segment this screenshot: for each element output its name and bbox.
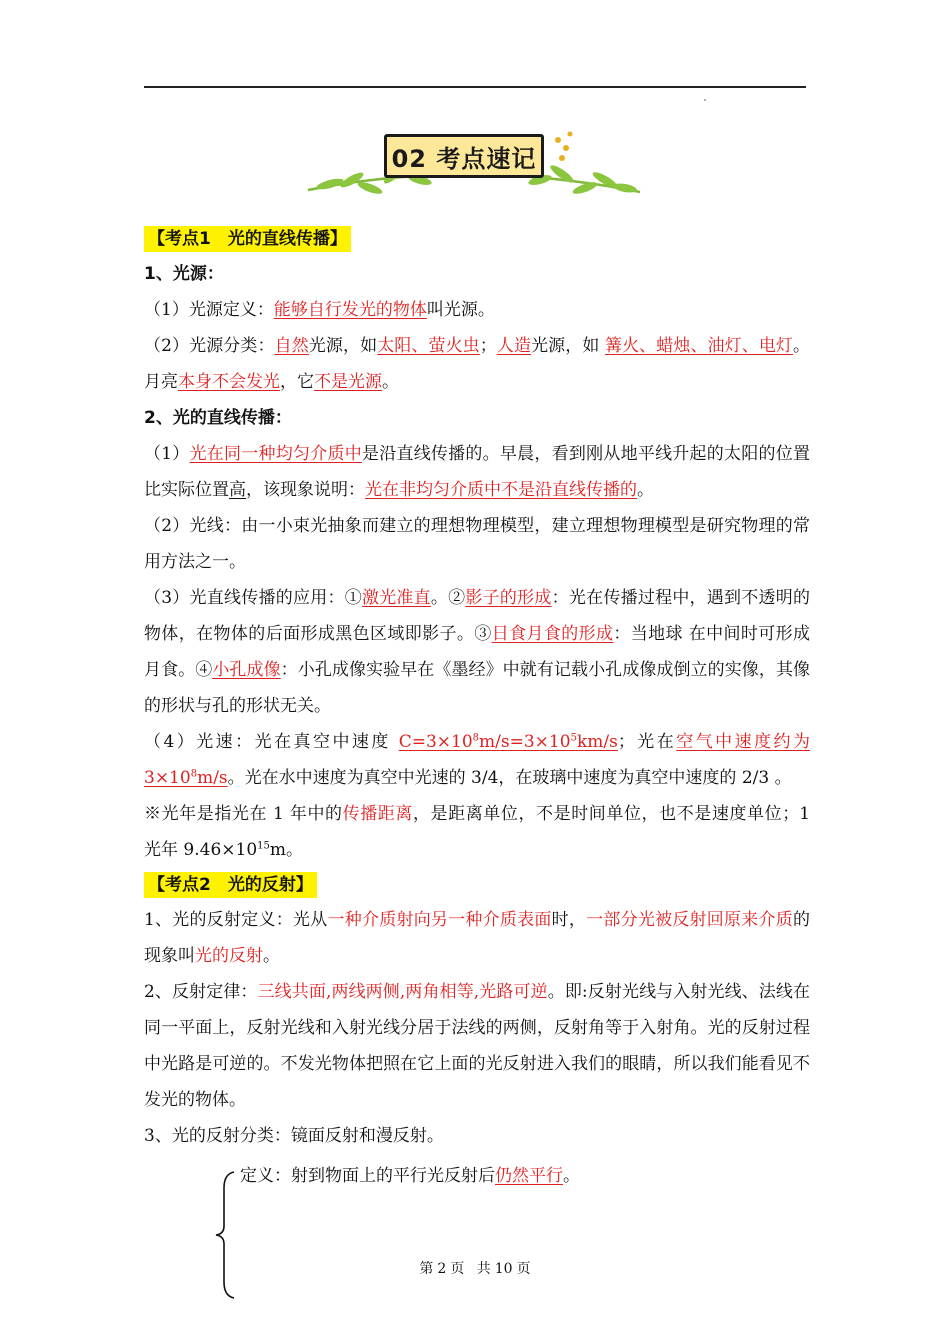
paragraph-reflection-types: 3、光的反射分类：镜面反射和漫反射。: [144, 1126, 444, 1146]
paragraph-applications: （3）光直线传播的应用：①激光准直。②影子的形成：光在传播过程中，遇到不透明的物体，在物体的后面形成黑色区域即影子。③日食月食的形成：当地球 在中间时可形成月食。④小孔成像：小孔成像实验早在《墨经》中就有记载小孔成像成倒立的实像，其像的形状与孔的形状无关。: [144, 588, 811, 716]
paragraph-reflection-definition: 1、光的反射定义：光从一种介质射向另一种介质表面时，一部分光被反射回原来介质的现象叫光的反射。: [144, 910, 811, 966]
main-content: [144, 222, 810, 1154]
paragraph-light-source-classification: （2）光源分类：自然光源，如太阳、萤火虫；人造光源，如 篝火、蜡烛、油灯、电灯。月亮本身不会发光，它不是光源。: [144, 336, 811, 392]
paragraph-light-ray: （2）光线：由一小束光抽象而建立的理想物理模型，建立理想物理模型是研究物理的常用方法之一。: [144, 516, 810, 572]
definition-specular-reflection: 定义：射到物面上的平行光反射后仍然平行。: [240, 1166, 580, 1186]
paragraph-speed-of-light: （4）光速：光在真空中速度 $C=3\times 10^8m/s=3\times 10^5km/s$；光在空气中速度约为$3\times 10^8m/s$。光在水中速度为真空中光速的 3/4，在玻璃中速度为真空中速度的 2/3 。: [144, 732, 811, 788]
section-heading-1: 【考点1 光的直线传播】: [144, 226, 351, 252]
subheading-light-source: 1、光源：: [144, 264, 224, 284]
header-dot: [704, 99, 706, 101]
page-number: 第 2 页 共 10 页: [419, 1261, 531, 1277]
subheading-straight-line: 2、光的直线传播：: [144, 408, 292, 428]
page-title: 02 考点速记: [384, 134, 544, 178]
paragraph-straight-line-propagation: （1）光在同一种均匀介质中是沿直线传播的。早晨，看到刚从地平线升起的太阳的位置比实际位置高，该现象说明：光在非均匀介质中不是沿直线传播的。: [144, 444, 811, 500]
paragraph-light-source-definition: （1）光源定义：能够自行发光的物体叫光源。: [144, 300, 495, 320]
paragraph-reflection-law: 2、反射定律：三线共面,两线两侧,两角相等,光路可逆。即:反射光线与入射光线、法线在同一平面上，反射光线和入射光线分居于法线的两侧，反射角等于入射角。光的反射过程中光路是可逆的。不发光物体把照在它上面的光反射进入我们的眼睛，所以我们能看见不发光的物体。: [144, 982, 810, 1110]
title-banner: [300, 118, 650, 208]
section-heading-2: 【考点2 光的反射】: [144, 872, 317, 898]
header-rule: [144, 86, 806, 88]
paragraph-light-year: ※光年是指光在 1 年中的传播距离，是距离单位，不是时间单位，也不是速度单位；1 光年 $9.46\times 10^{15}m$。: [144, 804, 811, 860]
brace-icon: [214, 1170, 238, 1300]
